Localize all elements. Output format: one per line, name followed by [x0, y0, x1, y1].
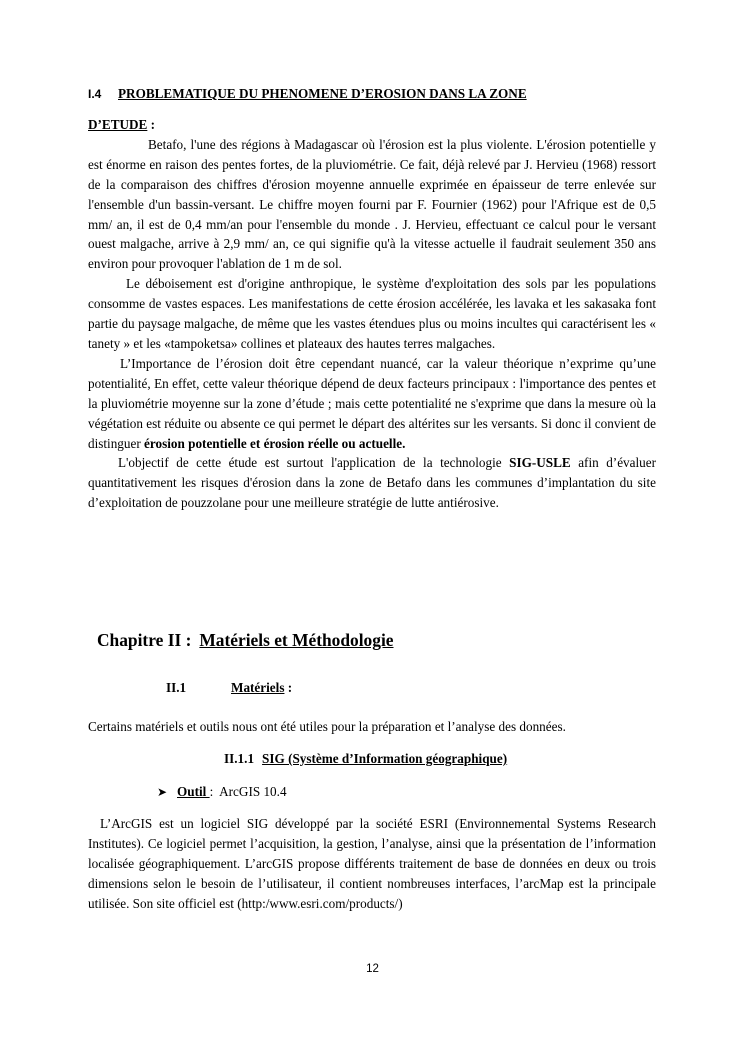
paragraph-objectif	[88, 453, 656, 513]
paragraph-importance-text: L’Importance de l’érosion doit être cependant nuancé, car la valeur théorique n’exprime qu’une potentialité, En effet, cette valeur théorique dépend de deux facteurs principaux : l'importance des pentes et la pluviométrie moyenne sur la zone d’étude ; mais cette potentialité ne s'exprime que dans la mesure où la végétation est réduite ou absente ce qui permet le départ des altérites sur les versants. Si donc il convient de distinguer	[88, 355, 656, 451]
paragraph-objectif-bold: SIG-USLE	[509, 455, 571, 471]
tool-label: Outil	[177, 784, 210, 799]
tool-line	[157, 784, 287, 800]
section-title-line2: D’ETUDE	[88, 117, 148, 132]
section-heading-2-1	[231, 680, 292, 696]
tool-separator: :	[209, 784, 214, 799]
paragraph-deboisement: Le déboisement est d'origine anthropique, le système d'exploitation des sols par les populations consomme de vastes espaces. Les manifestations de cette érosion accélérée, les lavaka et les sakasaka font partie du paysage malgache, de même que les vastes étendues plus ou moins incultes qui caractérisent les « tanety » et les «tampoketsa» collines et plateaux des hautes terres malgaches.	[88, 276, 656, 351]
section-number: I.4	[88, 87, 102, 101]
chapter-label: Chapitre II :	[97, 630, 192, 650]
paragraph-betafo: Betafo, l'une des régions à Madagascar où l'érosion est la plus violente. L'érosion potentielle y est énorme en raison des pentes fortes, de la pluviométrie. Ce fait, déjà relevé par J. Hervieu (1968) ressort de la comparaison des chiffres d'érosion moyenne annuelle exprimée en épaisseur de terre enlevée sur l'ensemble d'un bassin-versant. Le chiffre moyen fourni par F. Fournier (1962) pour l'Afrique est de 0,5 mm/ an, il est de 0,4 mm/an pour l'ensemble du monde . J. Hervieu, effectuant ce calcul pour le versant ouest malgache, arrive à 2,9 mm/ an, ce qui signifie qu'à la vitesse actuelle il faudrait seulement 350 ans environ pour provoquer l'ablation de 1 m de sol.	[88, 136, 656, 272]
tool-value: ArcGIS 10.4	[213, 784, 287, 799]
section-title-colon: :	[147, 117, 156, 132]
section-heading-1-4	[88, 86, 527, 102]
page-number: 12	[366, 963, 379, 975]
section-title-line1: PROBLEMATIQUE DU PHENOMENE D’EROSION DANS LA ZONE	[118, 86, 527, 101]
materials-intro: Certains matériels et outils nous ont été utiles pour la préparation et l’analyse des données.	[88, 719, 566, 734]
paragraph-objectif-after: afin d’évaluer quantitativement les risques d'érosion dans la zone de Betafo dans les communes d’implantation du site d’exploitation de pouzzolane pour une meilleure stratégie de lutte antiérosive.	[88, 455, 656, 511]
paragraph-importance	[88, 354, 656, 454]
intro-block	[88, 115, 656, 513]
arrow-bullet-icon: ➤	[157, 785, 168, 799]
chapter-title: Matériels et Méthodologie	[199, 630, 394, 650]
section-2-1-title: Matériels	[231, 680, 285, 695]
paragraph-objectif-before: L'objectif de cette étude est surtout l'application de la technologie	[118, 455, 510, 471]
paragraph-arcgis: L’ArcGIS est un logiciel SIG développé par la société ESRI (Environnemental Systems Research Institutes). Ce logiciel permet l’acquisition, la gestion, l’analyse, ainsi que la présentation de l’information localisée géographiquement. L’arcGIS propose différents traitement de base de données en deux ou trois dimensions selon le besoin de l’utilisateur, il contient nombreuses interfaces, l’arcMap est la principale utilisée. Son site officiel est (http:/www.esri.com/products/)	[88, 816, 656, 911]
paragraph-importance-bold: érosion potentielle et érosion réelle ou actuelle.	[144, 435, 406, 451]
subsection-heading-2-1-1	[224, 751, 507, 767]
section-2-1-colon: :	[284, 680, 293, 695]
subsection-number: II.1.1	[224, 751, 255, 766]
section-number-2-1: II.1	[166, 680, 187, 695]
chapter-heading	[97, 630, 394, 651]
section-heading-1-4-line2	[88, 115, 656, 135]
subsection-title: SIG (Système d’Information géographique)	[262, 751, 508, 766]
